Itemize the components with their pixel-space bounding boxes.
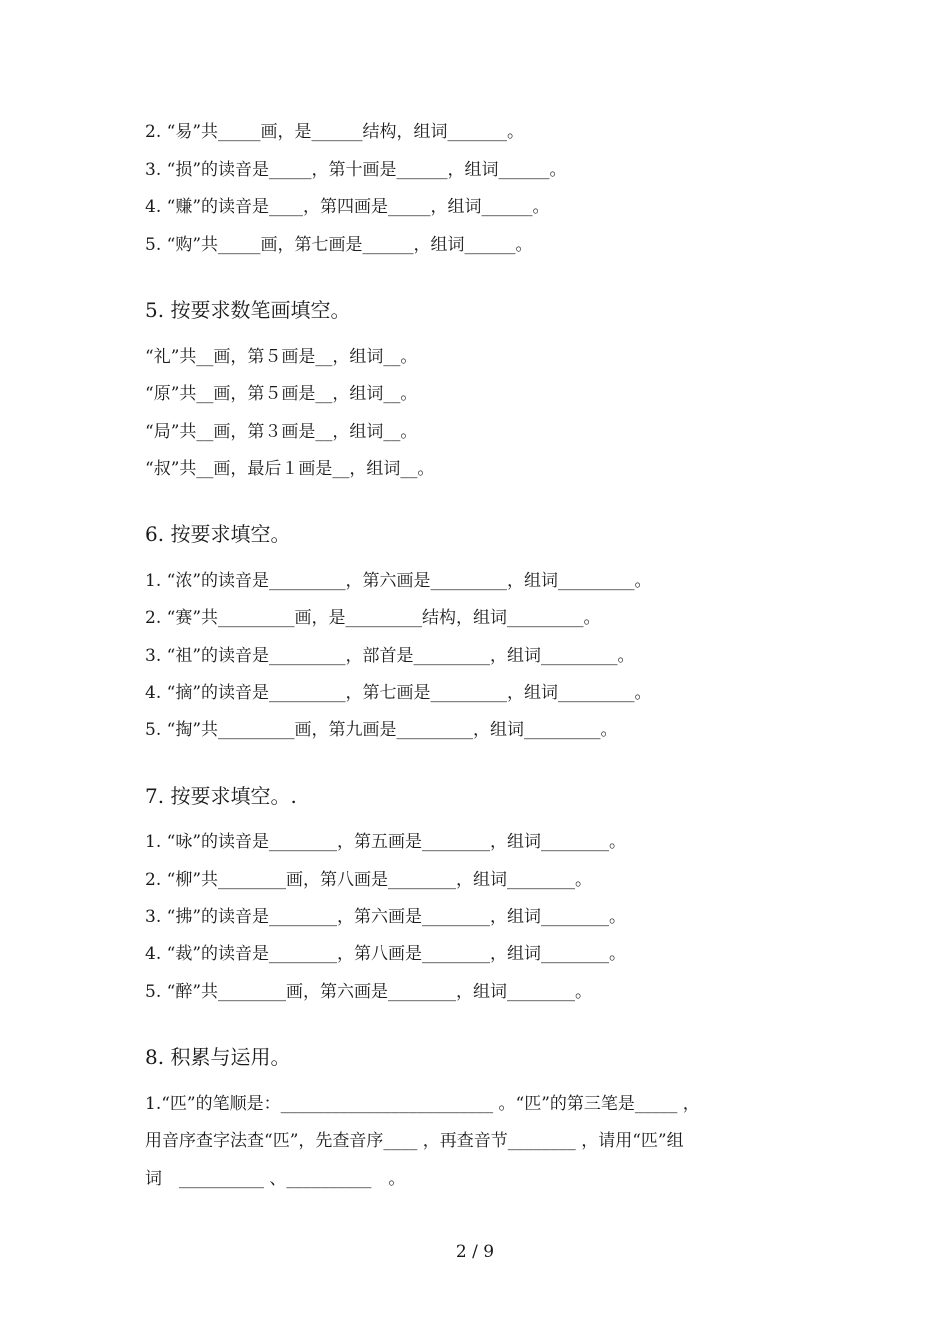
section-5-item: “局”共__画，第３画是__，组词__。 (145, 422, 418, 442)
section-8-heading: 8. 积累与运用。 (145, 1045, 291, 1069)
section-5-item: “原”共__画，第５画是__，组词__。 (145, 384, 418, 404)
section-6-item: 1. “浓”的读音是_________，第六画是_________，组词_________。 (145, 571, 652, 591)
section-8-line: 用音序查字法查“匹”，先查音序____ ，再查音节________ ，请用“匹”组 (145, 1131, 684, 1151)
top-item-5: 5. “购”共_____画，第七画是______，组词______。 (145, 235, 533, 255)
section-7-item: 3. “拂”的读音是________，第六画是________，组词________。 (145, 907, 627, 927)
section-7-heading: 7. 按要求填空。. (145, 784, 297, 808)
section-6-item: 3. “祖”的读音是_________，部首是_________，组词_________。 (145, 646, 635, 666)
section-6-item: 2. “赛”共_________画，是_________结构，组词_________。 (145, 608, 601, 628)
section-7-item: 4. “裁”的读音是________，第八画是________，组词________。 (145, 944, 627, 964)
top-item-2: 2. “易”共_____画，是______结构，组词_______。 (145, 122, 525, 142)
section-5-item: “叔”共__画，最后１画是__，组词__。 (145, 459, 435, 479)
section-7-item: 2. “柳”共________画，第八画是________，组词________。 (145, 870, 593, 890)
section-6-heading: 6. 按要求填空。 (145, 522, 291, 546)
section-6-item: 4. “摘”的读音是_________，第七画是_________，组词_________。 (145, 683, 652, 703)
section-7-item: 5. “醉”共________画，第六画是________，组词________。 (145, 982, 593, 1002)
top-item-4: 4. “赚”的读音是____，第四画是_____，组词______。 (145, 197, 550, 217)
top-item-3: 3. “损”的读音是_____，第十画是______，组词______。 (145, 160, 567, 180)
section-8-line: 词 __________ 、__________ 。 (145, 1169, 406, 1189)
section-6-item: 5. “掏”共_________画，第九画是_________，组词_________。 (145, 720, 618, 740)
section-8-line: 1.“匹”的笔顺是：_________________________ 。“匹”的第三笔是_____ ， (145, 1094, 700, 1114)
page-number: 2 / 9 (455, 1242, 495, 1262)
section-5-heading: 5. 按要求数笔画填空。 (145, 298, 351, 322)
section-5-item: “礼”共__画，第５画是__，组词__。 (145, 347, 418, 367)
section-7-item: 1. “咏”的读音是________，第五画是________，组词________。 (145, 832, 627, 852)
